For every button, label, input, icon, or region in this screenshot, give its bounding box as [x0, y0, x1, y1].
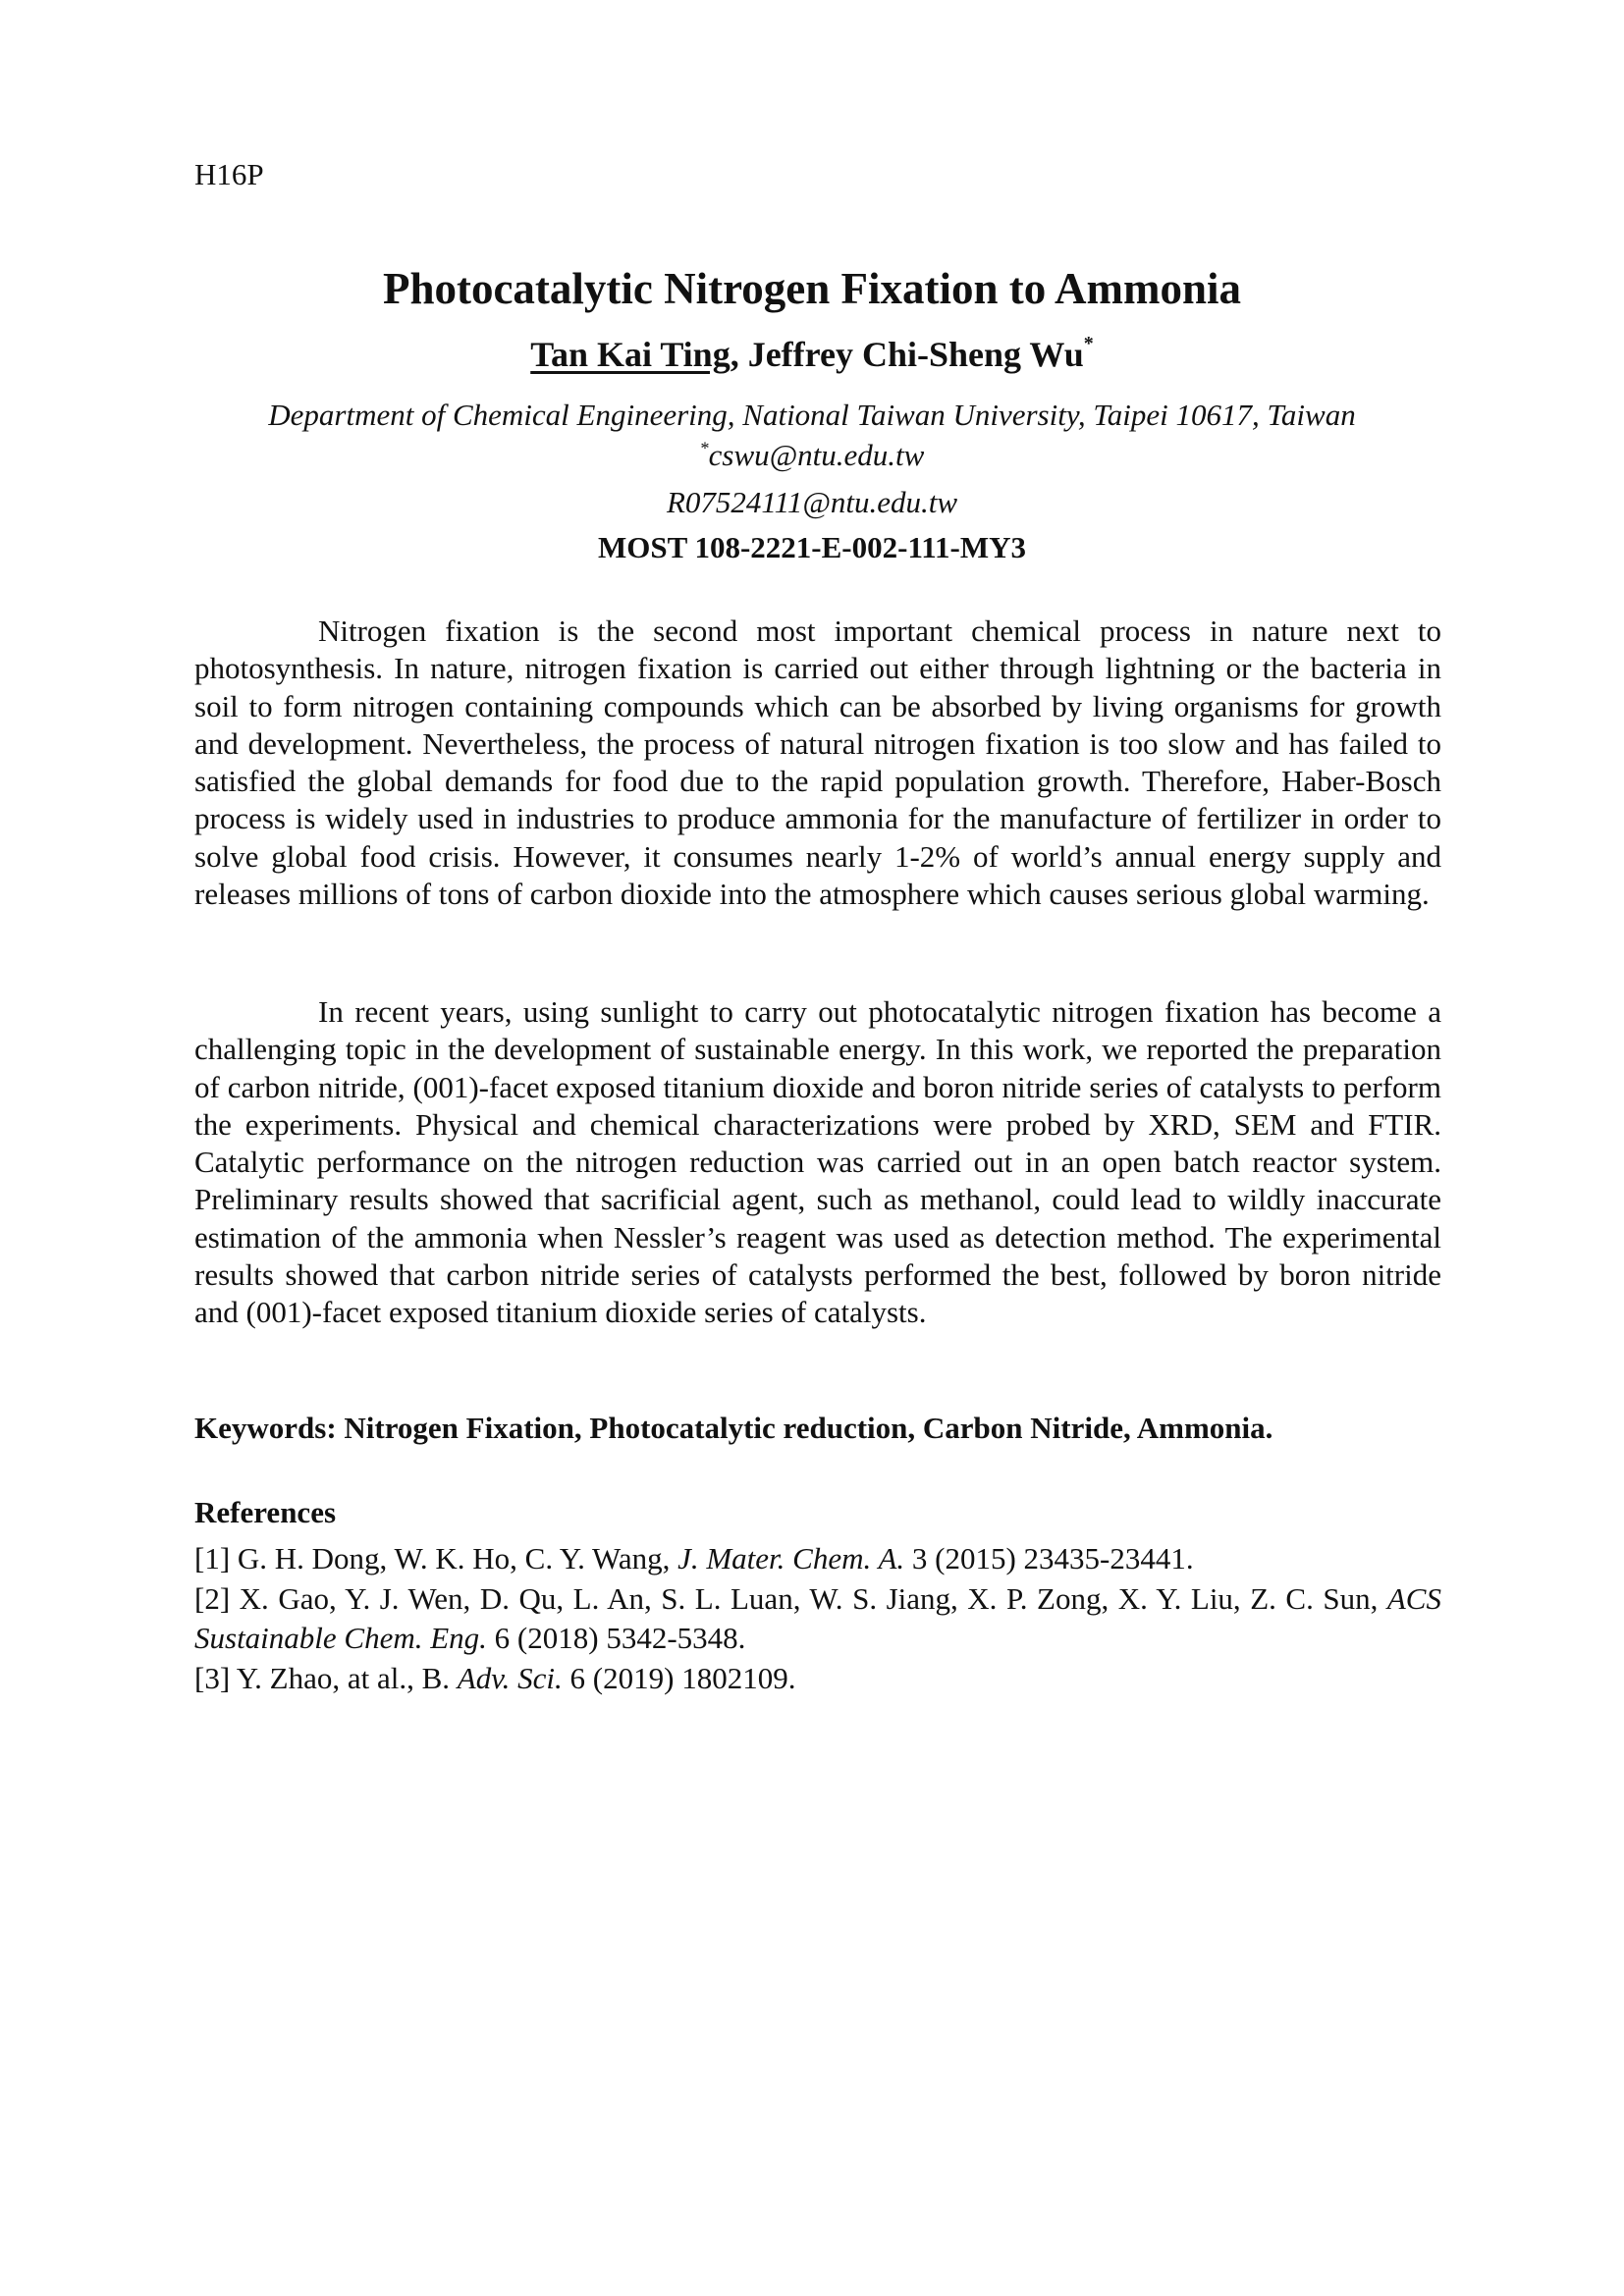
affiliation: Department of Chemical Engineering, National Taiwan University, Taipei 10617, Taiwan — [268, 398, 1356, 432]
student-email: R07524111@ntu.edu.tw — [666, 485, 957, 519]
reference-details: 3 (2015) 23435-23441. — [904, 1541, 1194, 1575]
corresponding-email: cswu@ntu.edu.tw — [708, 438, 925, 472]
paper-title: Photocatalytic Nitrogen Fixation to Ammonia — [382, 264, 1242, 313]
reference-journal: ACS Sustainable Chem. Eng. — [194, 1580, 1441, 1655]
abstract-paragraph-2: In recent years, using sunlight to carry out photocatalytic nitrogen fixation has become a challenging topic in the development of sustainable energy. In this work, we reported the preparation of carbon nitride, (001)-facet exposed titanium dioxide and boron nitride series of catalysts to perform the experiments. Physical and chemical characterizations were probed by XRD, SEM and FTIR. Catalytic performance on the nitrogen reduction was carried out in an open batch reactor system. Preliminary results showed that sacrificial agent, such as methanol, could lead to wildly inaccurate estimation of the ammonia when Nessler’s reagent was used as detection method. The experimental results showed that carbon nitride series of catalysts performed the best, followed by boron nitride and (001)-facet exposed titanium dioxide series of catalysts. — [194, 994, 1441, 1330]
corresponding-author: Jeffrey Chi-Sheng Wu — [747, 335, 1084, 374]
corresponding-email-line — [0, 438, 1624, 473]
reference-item — [194, 1539, 1441, 1579]
reference-journal: J. Mater. Chem. A. — [677, 1541, 905, 1575]
author-separator: , — [730, 335, 748, 374]
reference-authors: [3] Y. Zhao, at al., B. — [194, 1660, 458, 1695]
author-line — [0, 334, 1624, 375]
reference-list — [194, 1539, 1441, 1698]
reference-journal: Adv. Sci. — [457, 1660, 563, 1695]
email-mark: * — [699, 438, 709, 458]
abstract-code: H16P — [194, 157, 264, 191]
reference-details: 6 (2019) 1802109. — [562, 1660, 796, 1695]
reference-authors: [1] G. H. Dong, W. K. Ho, C. Y. Wang, — [194, 1541, 678, 1575]
abstract-paragraph-1: Nitrogen fixation is the second most important chemical process in nature next to photosynthesis. In nature, nitrogen fixation is carried out either through lightning or the bacteria in soil to form nitrogen containing compounds which can be absorbed by living organisms for growth and development. Nevertheless, the process of natural nitrogen fixation is too slow and has failed to satisfied the global demands for food due to the rapid population growth. Therefore, Haber-Bosch process is widely used in industries to produce ammonia for the manufacture of fertilizer in order to solve global food crisis. However, it consumes nearly 1-2% of world’s annual energy supply and releases millions of tons of carbon dioxide into the atmosphere which causes serious global warming. — [194, 614, 1441, 912]
reference-item — [194, 1579, 1441, 1659]
reference-authors: [2] X. Gao, Y. J. Wen, D. Qu, L. An, S. L. Luan, W. S. Jiang, X. P. Zong, X. Y. Liu, Z. C. Sun, — [194, 1580, 1387, 1616]
corresponding-mark: * — [1083, 333, 1094, 354]
reference-item — [194, 1659, 1441, 1699]
references-heading: References — [194, 1495, 337, 1529]
reference-details: 6 (2018) 5342-5348. — [486, 1621, 746, 1655]
grant-number: MOST 108-2221-E-002-111-MY3 — [598, 530, 1026, 564]
keywords: Keywords: Nitrogen Fixation, Photocatalytic reduction, Carbon Nitride, Ammonia. — [194, 1411, 1273, 1445]
first-author: Tan Kai Ting — [530, 335, 731, 374]
